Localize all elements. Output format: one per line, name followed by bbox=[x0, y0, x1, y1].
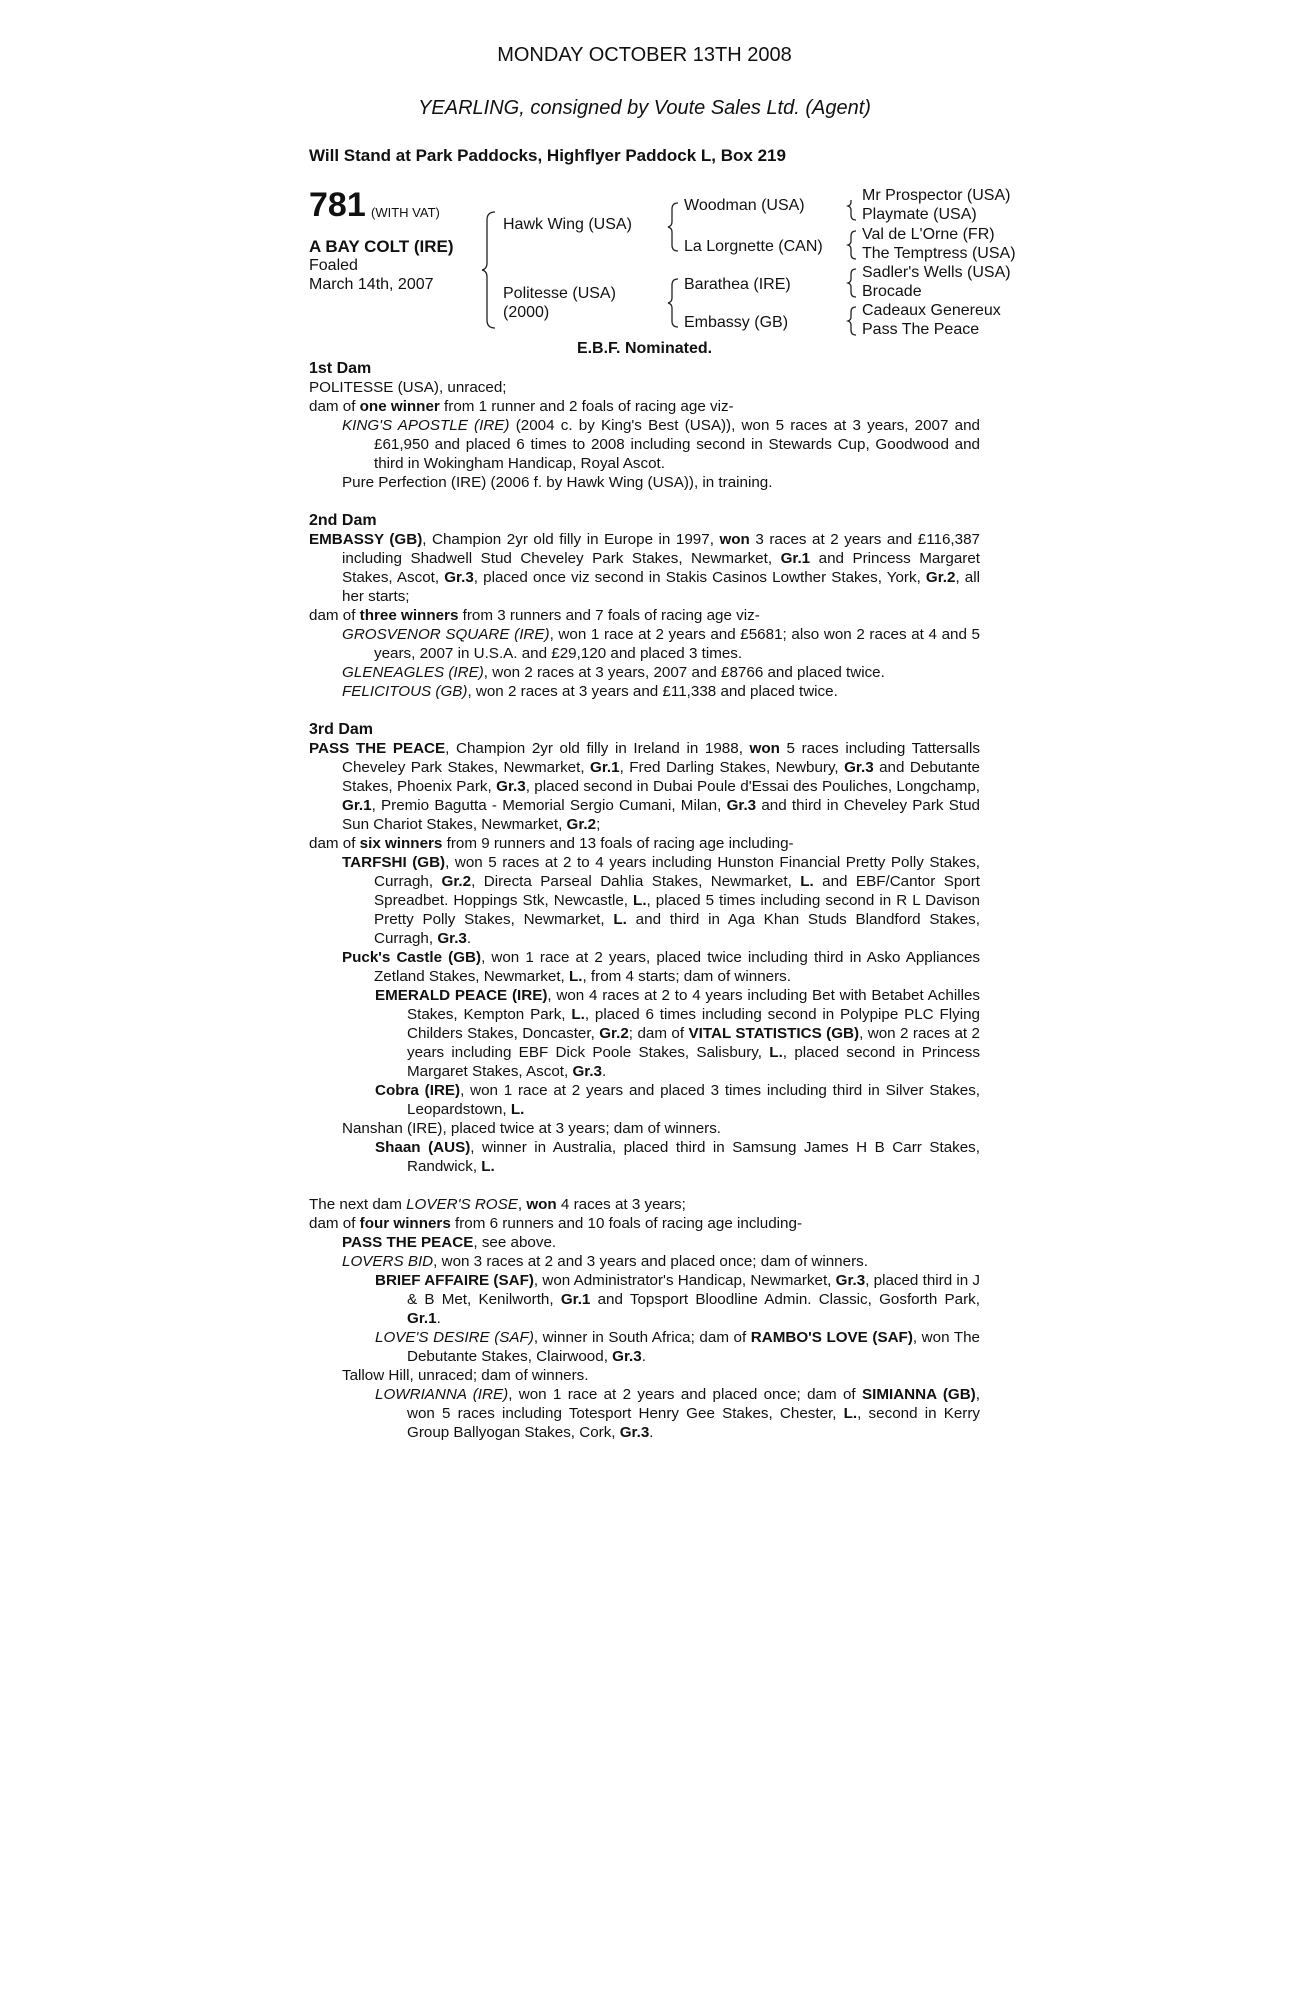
produce-entry: LOWRIANNA (IRE), won 1 race at 2 years and placed once; dam of SIMIANNA (GB), won 5 races including Totesport Henry Gee Stakes, Chester, L., second in Kerry Group Ballyogan Stakes, Cork, Gr.3. bbox=[375, 1386, 980, 1441]
produce-entry: TARFSHI (GB), won 5 races at 2 to 4 years including Hunston Financial Pretty Polly Stakes, Curragh, Gr.2, Directa Parseal Dahlia Stakes, Newmarket, L. and EBF/Cantor Sport Spreadbet. Hoppings Stk, Newcastle, L., placed 5 times including second in R L Davison Pretty Polly Stakes, Newmarket, L. and third in Aga Khan Studs Blandford Stakes, Curragh, Gr.3. bbox=[342, 854, 981, 947]
produce-entry: Puck's Castle (GB), won 1 race at 2 years, placed twice including third in Asko Appliances Zetland Stakes, Newmarket, L., from 4 starts; dam of winners. bbox=[342, 949, 981, 985]
produce-entry: Cobra (IRE), won 1 race at 2 years and placed 3 times including third in Silver Stakes, Leopardstown, L. bbox=[375, 1082, 981, 1118]
produce-entry: EMERALD PEACE (IRE), won 4 races at 2 to 4 years including Bet with Betabet Achilles Stakes, Kempton Park, L., placed 6 times including second in Polypipe PLC Flying Childers Stakes, Doncaster, Gr.2; dam of VITAL STATISTICS (GB), won 2 races at 2 years including EBF Dick Poole Stakes, Salisbury, L., placed second in Princess Margaret Stakes, Ascot, Gr.3. bbox=[375, 987, 980, 1080]
first-dam-heading: 1st Dam bbox=[309, 360, 372, 377]
pedigree-dds: Cadeaux Genereux bbox=[862, 302, 1001, 319]
foaled-date: March 14th, 2007 bbox=[309, 276, 434, 293]
produce-entry: PASS THE PEACE, see above. bbox=[342, 1234, 557, 1251]
pedigree-dam-sire: Barathea (IRE) bbox=[684, 276, 791, 293]
pedigree-ddd: Pass The Peace bbox=[862, 321, 980, 338]
pedigree-sire-sire: Woodman (USA) bbox=[684, 197, 805, 214]
stand-location: Will Stand at Park Paddocks, Highflyer Paddock L, Box 219 bbox=[309, 146, 786, 165]
next-dam-produce: dam of four winners from 6 runners and 10 foals of racing age including- bbox=[309, 1215, 803, 1232]
vat-note: (WITH VAT) bbox=[371, 205, 440, 220]
produce-entry: KING'S APOSTLE (IRE) (2004 c. by King's Best (USA)), won 5 races at 3 years, 2007 and £61,950 and placed 6 times to 2008 including second in Stewards Cup, Goodwood and third in Wokingham Handicap, Royal Ascot. bbox=[342, 417, 980, 472]
produce-entry: Tallow Hill, unraced; dam of winners. bbox=[342, 1367, 589, 1384]
second-dam-produce: dam of three winners from 3 runners and 7 foals of racing age viz- bbox=[309, 607, 760, 624]
lot-name: A BAY COLT (IRE) bbox=[309, 237, 454, 256]
consignment-line: YEARLING, consigned by Voute Sales Ltd. (Agent) bbox=[418, 97, 871, 119]
produce-entry: LOVERS BID, won 3 races at 2 and 3 years and placed once; dam of winners. bbox=[342, 1253, 868, 1270]
pedigree-dss: Sadler's Wells (USA) bbox=[862, 264, 1011, 281]
second-dam-line: EMBASSY (GB), Champion 2yr old filly in Europe in 1997, won 3 races at 2 years and £116,387 including Shadwell Stud Cheveley Park Stakes, Newmarket, Gr.1 and Princess Margaret Stakes, Ascot, Gr.3, placed once viz second in Stakis Casinos Lowther Stakes, York, Gr.2, all her starts; bbox=[309, 531, 980, 605]
produce-entry: Pure Perfection (IRE) (2006 f. by Hawk Wing (USA)), in training. bbox=[342, 474, 773, 491]
produce-entry: Shaan (AUS), winner in Australia, placed third in Samsung James H B Carr Stakes, Randwick, L. bbox=[375, 1139, 980, 1175]
produce-entry: Nanshan (IRE), placed twice at 3 years; dam of winners. bbox=[342, 1120, 722, 1137]
pedigree-sds: Val de L'Orne (FR) bbox=[862, 226, 995, 243]
pedigree-dam-dam: Embassy (GB) bbox=[684, 314, 789, 331]
pedigree-sire: Hawk Wing (USA) bbox=[503, 216, 632, 233]
pedigree-sss: Mr Prospector (USA) bbox=[862, 187, 1011, 204]
lot-number: 781 bbox=[309, 186, 366, 224]
sale-date: MONDAY OCTOBER 13TH 2008 bbox=[497, 44, 792, 66]
third-dam-produce: dam of six winners from 9 runners and 13 foals of racing age including- bbox=[309, 835, 794, 852]
produce-entry: LOVE'S DESIRE (SAF), winner in South Africa; dam of RAMBO'S LOVE (SAF), won The Debutante Stakes, Clairwood, Gr.3. bbox=[375, 1329, 980, 1365]
first-dam-produce: dam of one winner from 1 runner and 2 foals of racing age viz- bbox=[309, 398, 734, 415]
pedigree-dsd: Brocade bbox=[862, 283, 922, 300]
pedigree-sdd: The Temptress (USA) bbox=[862, 245, 1016, 262]
pedigree-sire-dam: La Lorgnette (CAN) bbox=[684, 238, 823, 255]
produce-entry: BRIEF AFFAIRE (SAF), won Administrator's Handicap, Newmarket, Gr.3, placed third in J & B Met, Kenilworth, Gr.1 and Topsport Bloodline Admin. Classic, Gosforth Park, Gr.1. bbox=[375, 1272, 981, 1327]
produce-entry: FELICITOUS (GB), won 2 races at 3 years and £11,338 and placed twice. bbox=[342, 683, 838, 700]
pedigree-dam: Politesse (USA) bbox=[503, 285, 616, 302]
produce-entry: GROSVENOR SQUARE (IRE), won 1 race at 2 years and £5681; also won 2 races at 4 and 5 years, 2007 in U.S.A. and £29,120 and placed 3 times. bbox=[342, 626, 980, 662]
next-dam-line: The next dam LOVER'S ROSE, won 4 races at 3 years; bbox=[309, 1196, 686, 1213]
catalogue-body bbox=[309, 359, 980, 1442]
third-dam-heading: 3rd Dam bbox=[309, 721, 374, 738]
pedigree-dam-year: (2000) bbox=[503, 304, 550, 321]
ebf-nominated: E.B.F. Nominated. bbox=[576, 340, 713, 357]
first-dam-line: POLITESSE (USA), unraced; bbox=[309, 379, 507, 396]
foaled-label: Foaled bbox=[309, 257, 358, 274]
third-dam-line: PASS THE PEACE, Champion 2yr old filly in Ireland in 1988, won 5 races including Tattersalls Cheveley Park Stakes, Newmarket, Gr.1, Fred Darling Stakes, Newbury, Gr.3 and Debutante Stakes, Phoenix Park, Gr.3, placed second in Dubai Poule d'Essai des Pouliches, Longchamp, Gr.1, Premio Bagutta - Memorial Sergio Cumani, Milan, Gr.3 and third in Cheveley Park Stud Sun Chariot Stakes, Newmarket, Gr.2; bbox=[309, 740, 981, 833]
second-dam-heading: 2nd Dam bbox=[309, 512, 377, 529]
pedigree-ssd: Playmate (USA) bbox=[862, 206, 977, 223]
produce-entry: GLENEAGLES (IRE), won 2 races at 3 years, 2007 and £8766 and placed twice. bbox=[342, 664, 885, 681]
